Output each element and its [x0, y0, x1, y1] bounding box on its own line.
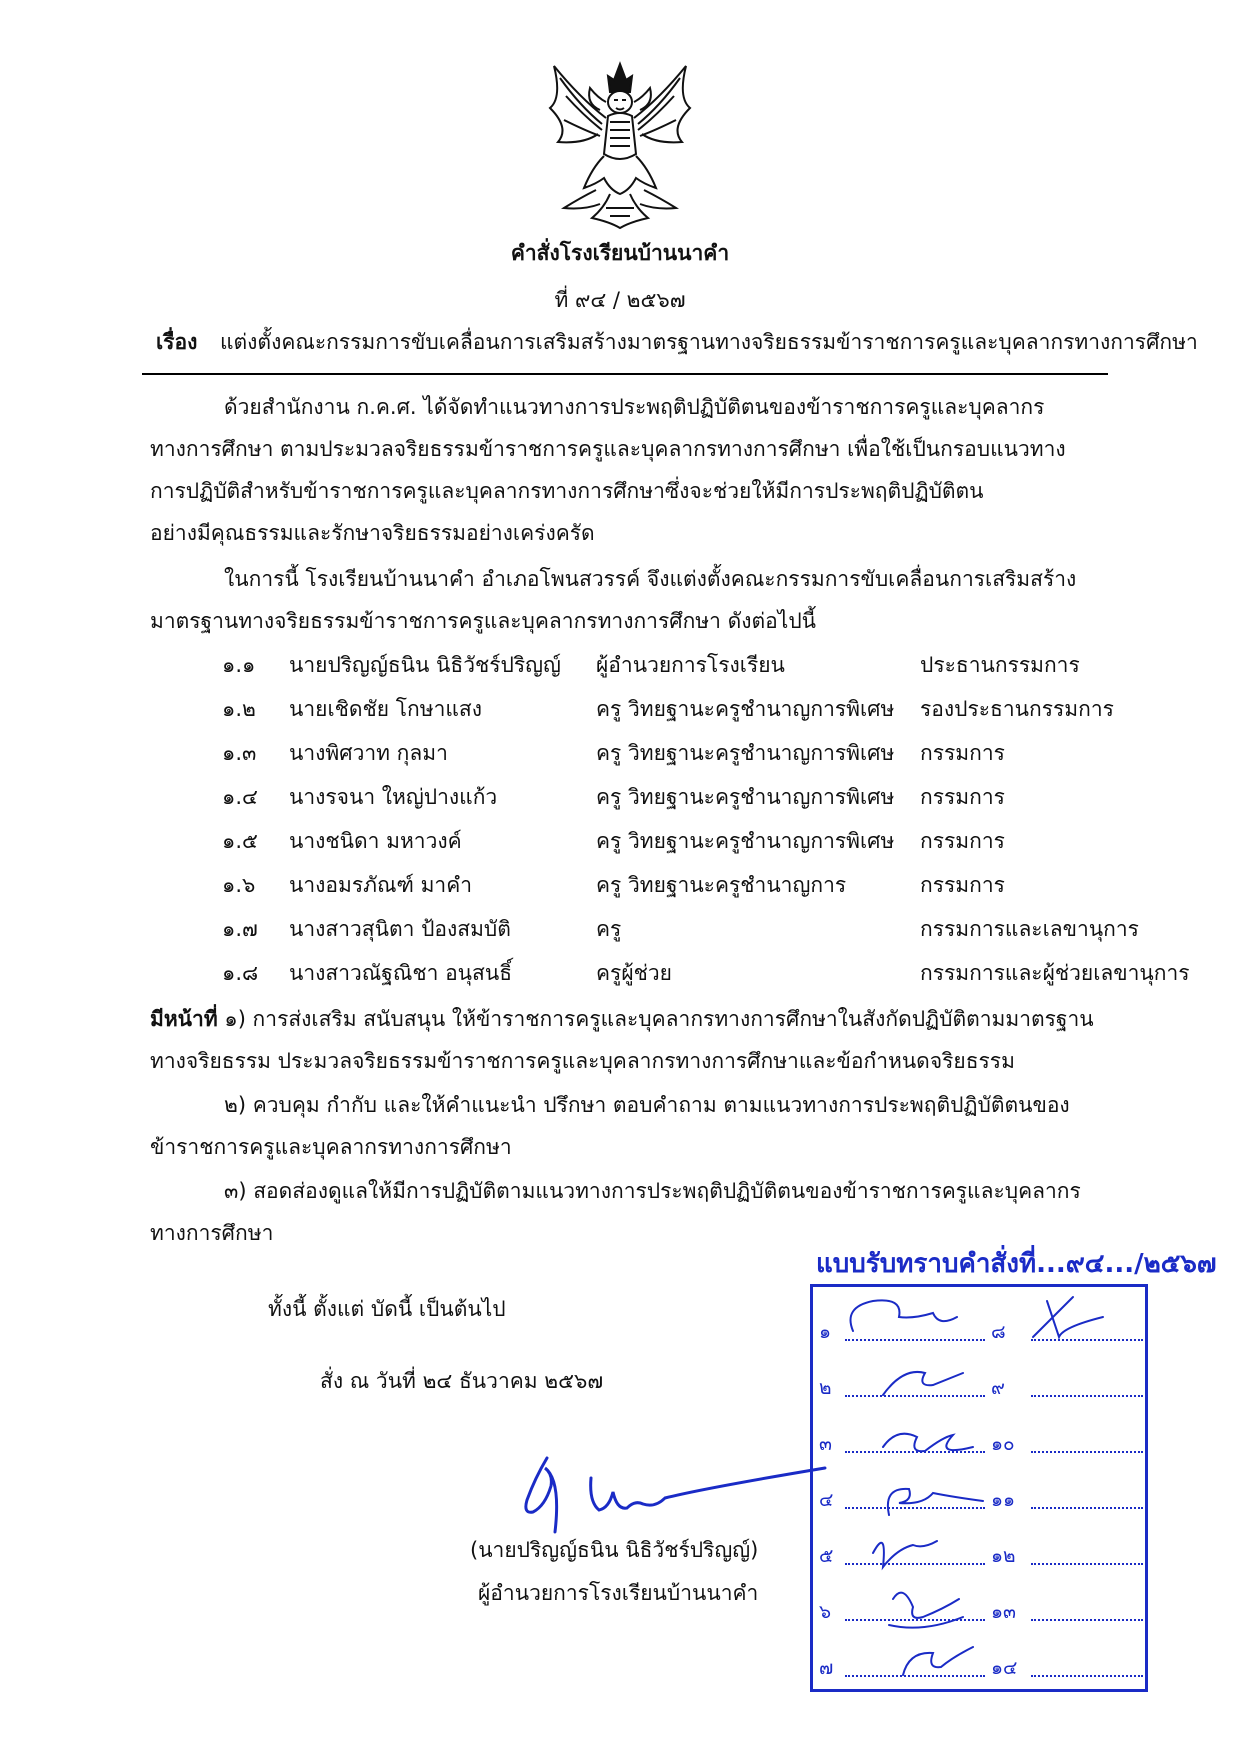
member-position: ครู วิทยฐานะครูชำนาญการพิเศษ	[596, 829, 895, 853]
signer-name: (นายปริญญ์ธนิน นิธิวัชร์ปริญญ์)	[470, 1538, 759, 1562]
member-number: ๑.๑	[222, 653, 256, 677]
ack-right-number: ๘	[991, 1321, 1006, 1343]
ack-left-number: ๔	[819, 1489, 834, 1511]
ack-right-number: ๑๒	[991, 1545, 1016, 1567]
duty-3-line-1: ๓) สอดส่องดูแลให้มีการปฏิบัติตามแนวทางการประพฤติปฏิบัติตนของข้าราชการครูและบุคลากร	[224, 1179, 1081, 1203]
order-title: คำสั่งโรงเรียนบ้านนาคำ	[510, 241, 730, 265]
duties-label: มีหน้าที่	[150, 1007, 218, 1031]
paragraph-1-line-2: ทางการศึกษา ตามประมวลจริยธรรมข้าราชการครูและบุคลากรทางการศึกษา เพื่อใช้เป็นกรอบแนวทาง	[150, 437, 1066, 461]
member-row	[222, 826, 1122, 856]
member-row	[222, 650, 1122, 680]
member-role: รองประธานกรรมการ	[920, 697, 1114, 721]
member-name: นางสาวณัฐณิชา อนุสนธิ์	[289, 961, 513, 985]
member-role: กรรมการ	[920, 785, 1005, 809]
member-position: ครู วิทยฐานะครูชำนาญการพิเศษ	[596, 785, 895, 809]
member-position: ครู วิทยฐานะครูชำนาญการ	[596, 873, 847, 897]
duty-1-text: ๑) การส่งเสริม สนับสนุน ให้ข้าราชการครูและบุคลากรทางการศึกษาในสังกัดปฏิบัติตามมาตรฐาน	[217, 1007, 1094, 1031]
duty-2-line-1: ๒) ควบคุม กำกับ และให้คำแนะนำ ปรึกษา ตอบคำถาม ตามแนวทางการประพฤติปฏิบัติตนของ	[224, 1093, 1070, 1117]
member-row	[222, 694, 1122, 724]
duty-3-line-2: ทางการศึกษา	[150, 1221, 274, 1245]
garuda-emblem-icon	[540, 58, 700, 230]
member-number: ๑.๘	[222, 961, 259, 985]
member-row	[222, 958, 1190, 988]
ack-left-number: ๒	[819, 1377, 832, 1399]
paragraph-1-line-1: ด้วยสำนักงาน ก.ค.ศ. ได้จัดทำแนวทางการประพฤติปฏิบัติตนของข้าราชการครูและบุคลากร	[224, 395, 1045, 419]
subject-text: แต่งตั้งคณะกรรมการขับเคลื่อนการเสริมสร้างมาตรฐานทางจริยธรรมข้าราชการครูและบุคลากรทางการศึกษา	[220, 330, 1198, 354]
member-role: กรรมการและเลขานุการ	[920, 917, 1139, 941]
member-name: นางสาวสุนิตา ป้องสมบัติ	[289, 917, 511, 941]
member-number: ๑.๖	[222, 873, 256, 897]
duty-1-line-2: ทางจริยธรรม ประมวลจริยธรรมข้าราชการครูและบุคลากรทางการศึกษาและข้อกำหนดจริยธรรม	[150, 1049, 1015, 1073]
member-number: ๑.๒	[222, 697, 256, 721]
paragraph-1-line-4: อย่างมีคุณธรรมและรักษาจริยธรรมอย่างเคร่งครัด	[150, 521, 595, 545]
member-role: ประธานกรรมการ	[920, 653, 1080, 677]
member-role: กรรมการ	[920, 829, 1005, 853]
acknowledgement-box	[810, 1284, 1148, 1692]
ack-left-number: ๑	[819, 1321, 832, 1343]
member-name: นางพิศวาท กุลมา	[289, 741, 448, 765]
ack-left-number: ๖	[819, 1601, 832, 1623]
ack-left-number: ๕	[819, 1545, 834, 1567]
member-role: กรรมการและผู้ช่วยเลขานุการ	[920, 961, 1190, 985]
member-position: ครู วิทยฐานะครูชำนาญการพิเศษ	[596, 741, 895, 765]
ack-right-number: ๙	[991, 1377, 1005, 1399]
order-date: สั่ง ณ วันที่ ๒๔ ธันวาคม ๒๕๖๗	[320, 1369, 604, 1393]
member-row	[222, 782, 1122, 812]
ack-right-number: ๑๓	[991, 1601, 1017, 1623]
paragraph-1-line-3: การปฏิบัติสำหรับข้าราชการครูและบุคลากรทางการศึกษาซึ่งจะช่วยให้มีการประพฤติปฏิบัติตน	[150, 479, 984, 503]
member-position: ครู วิทยฐานะครูชำนาญการพิเศษ	[596, 697, 895, 721]
member-number: ๑.๓	[222, 741, 257, 765]
paragraph-2-line-2: มาตรฐานทางจริยธรรมข้าราชการครูและบุคลากรทางการศึกษา ดังต่อไปนี้	[150, 609, 817, 633]
member-number: ๑.๕	[222, 829, 258, 853]
ack-right-number: ๑๑	[991, 1489, 1016, 1511]
member-number: ๑.๗	[222, 917, 258, 941]
member-position: ผู้อำนวยการโรงเรียน	[596, 653, 785, 677]
subject-label: เรื่อง	[156, 330, 198, 354]
director-signature-icon	[505, 1448, 835, 1536]
duties-line-1	[150, 1004, 1094, 1034]
acknowledgement-signatures-icon	[813, 1287, 1151, 1695]
member-role: กรรมการ	[920, 741, 1005, 765]
member-name: นางชนิดา มหาวงค์	[289, 829, 462, 853]
member-name: นางอมรภัณฑ์ มาคำ	[289, 873, 473, 897]
member-position: ครูผู้ช่วย	[596, 961, 672, 985]
acknowledgement-title: แบบรับทราบคำสั่งที่...๙๔.../๒๕๖๗	[816, 1249, 1217, 1279]
order-number: ที่ ๙๔ / ๒๕๖๗	[554, 288, 686, 312]
duty-2-line-2: ข้าราชการครูและบุคลากรทางการศึกษา	[150, 1135, 512, 1159]
member-role: กรรมการ	[920, 873, 1005, 897]
signer-title: ผู้อำนวยการโรงเรียนบ้านนาคำ	[478, 1581, 759, 1605]
member-position: ครู	[596, 917, 622, 941]
header-divider	[142, 373, 1108, 375]
ack-right-number: ๑๐	[991, 1433, 1015, 1455]
effective-clause: ทั้งนี้ ตั้งแต่ บัดนี้ เป็นต้นไป	[268, 1297, 506, 1321]
member-name: นางรจนา ใหญ่ปางแก้ว	[289, 785, 498, 809]
member-name: นายเชิดชัย โกษาแสง	[289, 697, 482, 721]
ack-left-number: ๗	[819, 1657, 834, 1679]
member-row	[222, 914, 1139, 944]
member-row	[222, 870, 1122, 900]
paragraph-2-line-1: ในการนี้ โรงเรียนบ้านนาคำ อำเภอโพนสวรรค์ จึงแต่งตั้งคณะกรรมการขับเคลื่อนการเสริมสร้าง	[224, 567, 1077, 591]
ack-left-number: ๓	[819, 1433, 832, 1455]
ack-right-number: ๑๔	[991, 1657, 1018, 1679]
member-number: ๑.๔	[222, 785, 258, 809]
member-name: นายปริญญ์ธนิน นิธิวัชร์ปริญญ์	[289, 653, 561, 677]
member-row	[222, 738, 1122, 768]
